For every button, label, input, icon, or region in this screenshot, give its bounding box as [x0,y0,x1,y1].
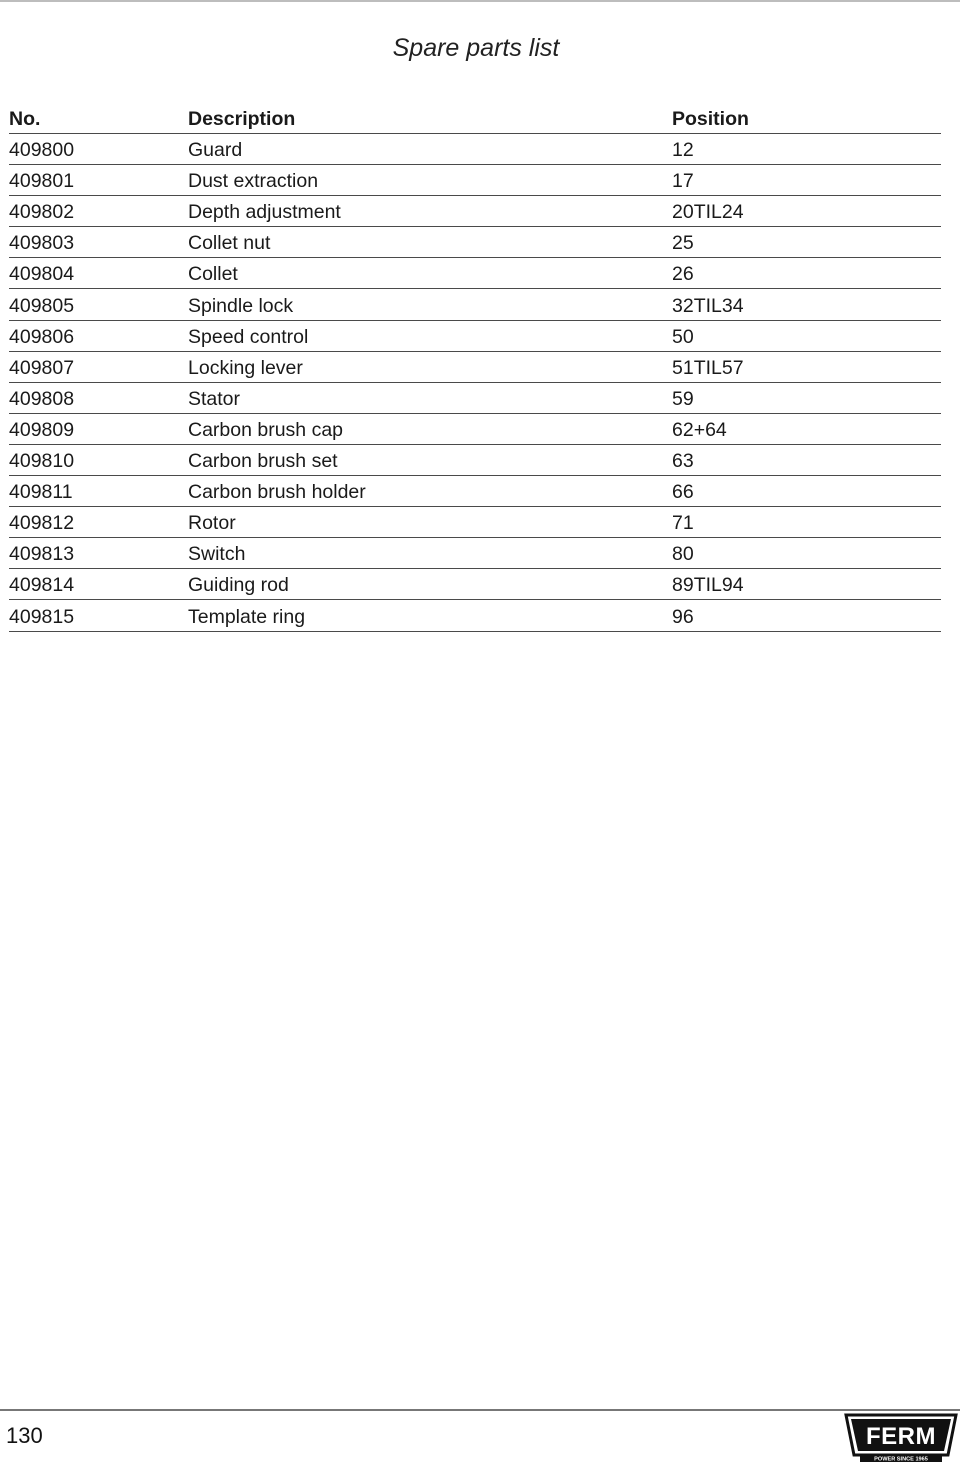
table-row [9,258,941,289]
cell-position: 62+64 [672,418,727,441]
table-row [9,569,941,600]
page-number: 130 [6,1423,43,1448]
cell-part-number: 409800 [9,139,75,162]
table-row [9,196,941,227]
cell-description: Switch [188,543,246,566]
cell-part-number: 409813 [9,543,75,566]
table-row [9,414,941,445]
table-header-row [9,103,941,134]
cell-part-number: 409804 [9,263,75,286]
table-row [9,445,941,476]
table-row [9,134,941,165]
cell-position: 71 [672,512,694,535]
table-row [9,352,941,383]
cell-position: 63 [672,450,694,473]
cell-description: Speed control [188,325,309,348]
logo-tagline-text: POWER SINCE 1965 [874,1456,928,1463]
cell-description: Rotor [188,512,236,535]
cell-part-number: 409812 [9,512,75,535]
cell-description: Template ring [188,605,306,628]
cell-description: Dust extraction [188,170,319,193]
cell-position: 96 [672,605,694,628]
cell-part-number: 409810 [9,450,75,473]
table-row [9,290,941,321]
cell-position: 32TIL34 [672,294,744,317]
cell-description: Stator [188,387,241,410]
cell-description: Locking lever [188,356,303,379]
table-row [9,507,941,538]
page-title: Spare parts list [392,34,560,62]
cell-description: Collet nut [188,232,271,255]
cell-part-number: 409802 [9,201,75,224]
cell-part-number: 409801 [9,170,75,193]
cell-position: 17 [672,170,694,193]
cell-position: 59 [672,387,694,410]
table-row [9,383,941,414]
cell-part-number: 409815 [9,605,75,628]
cell-position: 12 [672,139,694,162]
cell-position: 66 [672,481,694,504]
cell-part-number: 409805 [9,294,75,317]
column-header-position: Position [672,108,749,130]
cell-part-number: 409808 [9,387,75,410]
cell-position: 20TIL24 [672,201,744,224]
table-row [9,601,941,632]
cell-description: Carbon brush holder [188,481,366,504]
table-row [9,321,941,352]
cell-description: Collet [188,263,238,286]
cell-description: Spindle lock [188,294,294,317]
cell-position: 25 [672,232,694,255]
table-row [9,227,941,258]
table-row [9,538,941,569]
spare-parts-table [9,103,941,632]
cell-part-number: 409814 [9,574,75,597]
cell-part-number: 409807 [9,356,75,379]
cell-position: 51TIL57 [672,356,744,379]
table-body [9,134,941,631]
table-row [9,165,941,196]
cell-part-number: 409806 [9,325,75,348]
cell-part-number: 409809 [9,418,75,441]
column-header-no: No. [9,108,41,130]
cell-description: Depth adjustment [188,201,341,224]
ferm-logo [844,1413,958,1463]
cell-description: Guiding rod [188,574,289,597]
table-row [9,476,941,507]
cell-description: Guard [188,139,243,162]
cell-part-number: 409811 [9,481,73,504]
cell-part-number: 409803 [9,232,75,255]
footer-divider [0,1409,960,1411]
logo-brand-text: FERM [866,1423,936,1450]
cell-description: Carbon brush set [188,450,338,473]
cell-position: 89TIL94 [672,574,744,597]
cell-position: 26 [672,263,694,286]
cell-position: 80 [672,543,694,566]
column-header-description: Description [188,108,296,130]
cell-position: 50 [672,325,694,348]
top-divider [0,0,960,2]
cell-description: Carbon brush cap [188,418,344,441]
